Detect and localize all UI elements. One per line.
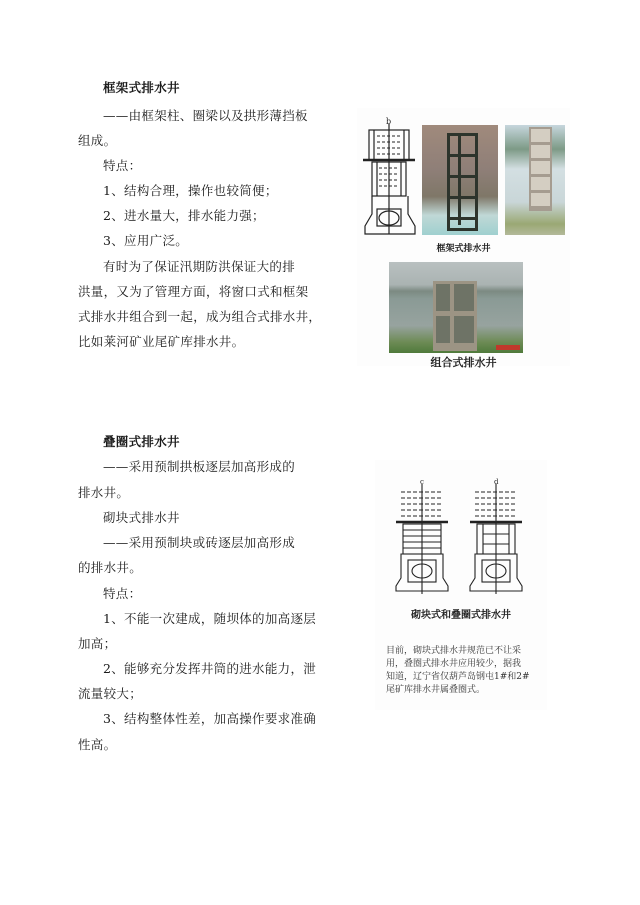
section1-line: 洪量，又为了管理方面，将窗口式和框架	[78, 284, 309, 299]
section1-line: 比如莱河矿业尾矿库排水井。	[78, 334, 245, 349]
section1-line: 有时为了保证汛期防洪保证大的排	[103, 259, 296, 274]
frame-well-photo-2	[505, 125, 565, 235]
section2-line: 1、不能一次建成，随坝体的加高逐层	[103, 611, 317, 626]
note-line: 用，叠圈式排水井应用较少，据我	[386, 659, 522, 669]
svg-text:c: c	[420, 478, 424, 486]
section1-line: 2、进水量大，排水能力强；	[103, 208, 265, 223]
section2-line: 特点：	[103, 586, 142, 601]
section1-line: ——由框架柱、圈梁以及拱形薄挡板	[103, 108, 308, 123]
section2-line: ——采用预制拱板逐层加高形成的	[103, 459, 296, 474]
section2-title: 叠圈式排水井	[103, 434, 180, 449]
ring-well-diagram	[469, 478, 525, 596]
section1-title: 框架式排水井	[103, 80, 180, 95]
section2-line: 3、结构整体性差，加高操作要求准确	[103, 711, 317, 726]
section2-line: 砌块式排水井	[103, 510, 180, 525]
frame-type-figure	[357, 108, 570, 369]
section2-line: 排水井。	[78, 485, 130, 500]
svg-text:d: d	[494, 478, 499, 486]
section2-line: 加高；	[78, 636, 117, 651]
section1-line: 1、结构合理，操作也较简便；	[103, 183, 278, 198]
combination-well-photo	[389, 262, 523, 353]
section2-line: 性高。	[78, 737, 117, 752]
svg-text:b: b	[386, 117, 392, 126]
block-ring-caption: 砌块式和叠圈式排水井	[411, 610, 511, 621]
note-line: 尾矿库排水井属叠圈式。	[386, 685, 486, 695]
combination-well-caption: 组合式排水井	[430, 356, 497, 369]
section1-line: 3、应用广泛。	[103, 233, 189, 248]
section1-line: 式排水井组合到一起，成为组合式排水井，	[78, 309, 322, 324]
block-well-diagram	[395, 478, 451, 596]
frame-well-photo-1	[422, 125, 498, 235]
frame-well-diagram	[361, 116, 423, 241]
section2-line: ——采用预制块或砖逐层加高形成	[103, 535, 296, 550]
block-ring-figure	[375, 460, 547, 710]
section2-line: 的排水井。	[78, 560, 143, 575]
section1-line: 组成。	[78, 133, 117, 148]
section1-line: 特点：	[103, 158, 142, 173]
section2-line: 流量较大；	[78, 686, 143, 701]
note-line: 知道，辽宁省仅葫芦岛钢屯1#和2#	[386, 672, 530, 682]
note-line: 目前，砌块式排水井规范已不让采	[386, 646, 522, 656]
frame-well-caption: 框架式排水井	[436, 244, 491, 254]
section2-line: 2、能够充分发挥井筒的进水能力，泄	[103, 661, 317, 676]
